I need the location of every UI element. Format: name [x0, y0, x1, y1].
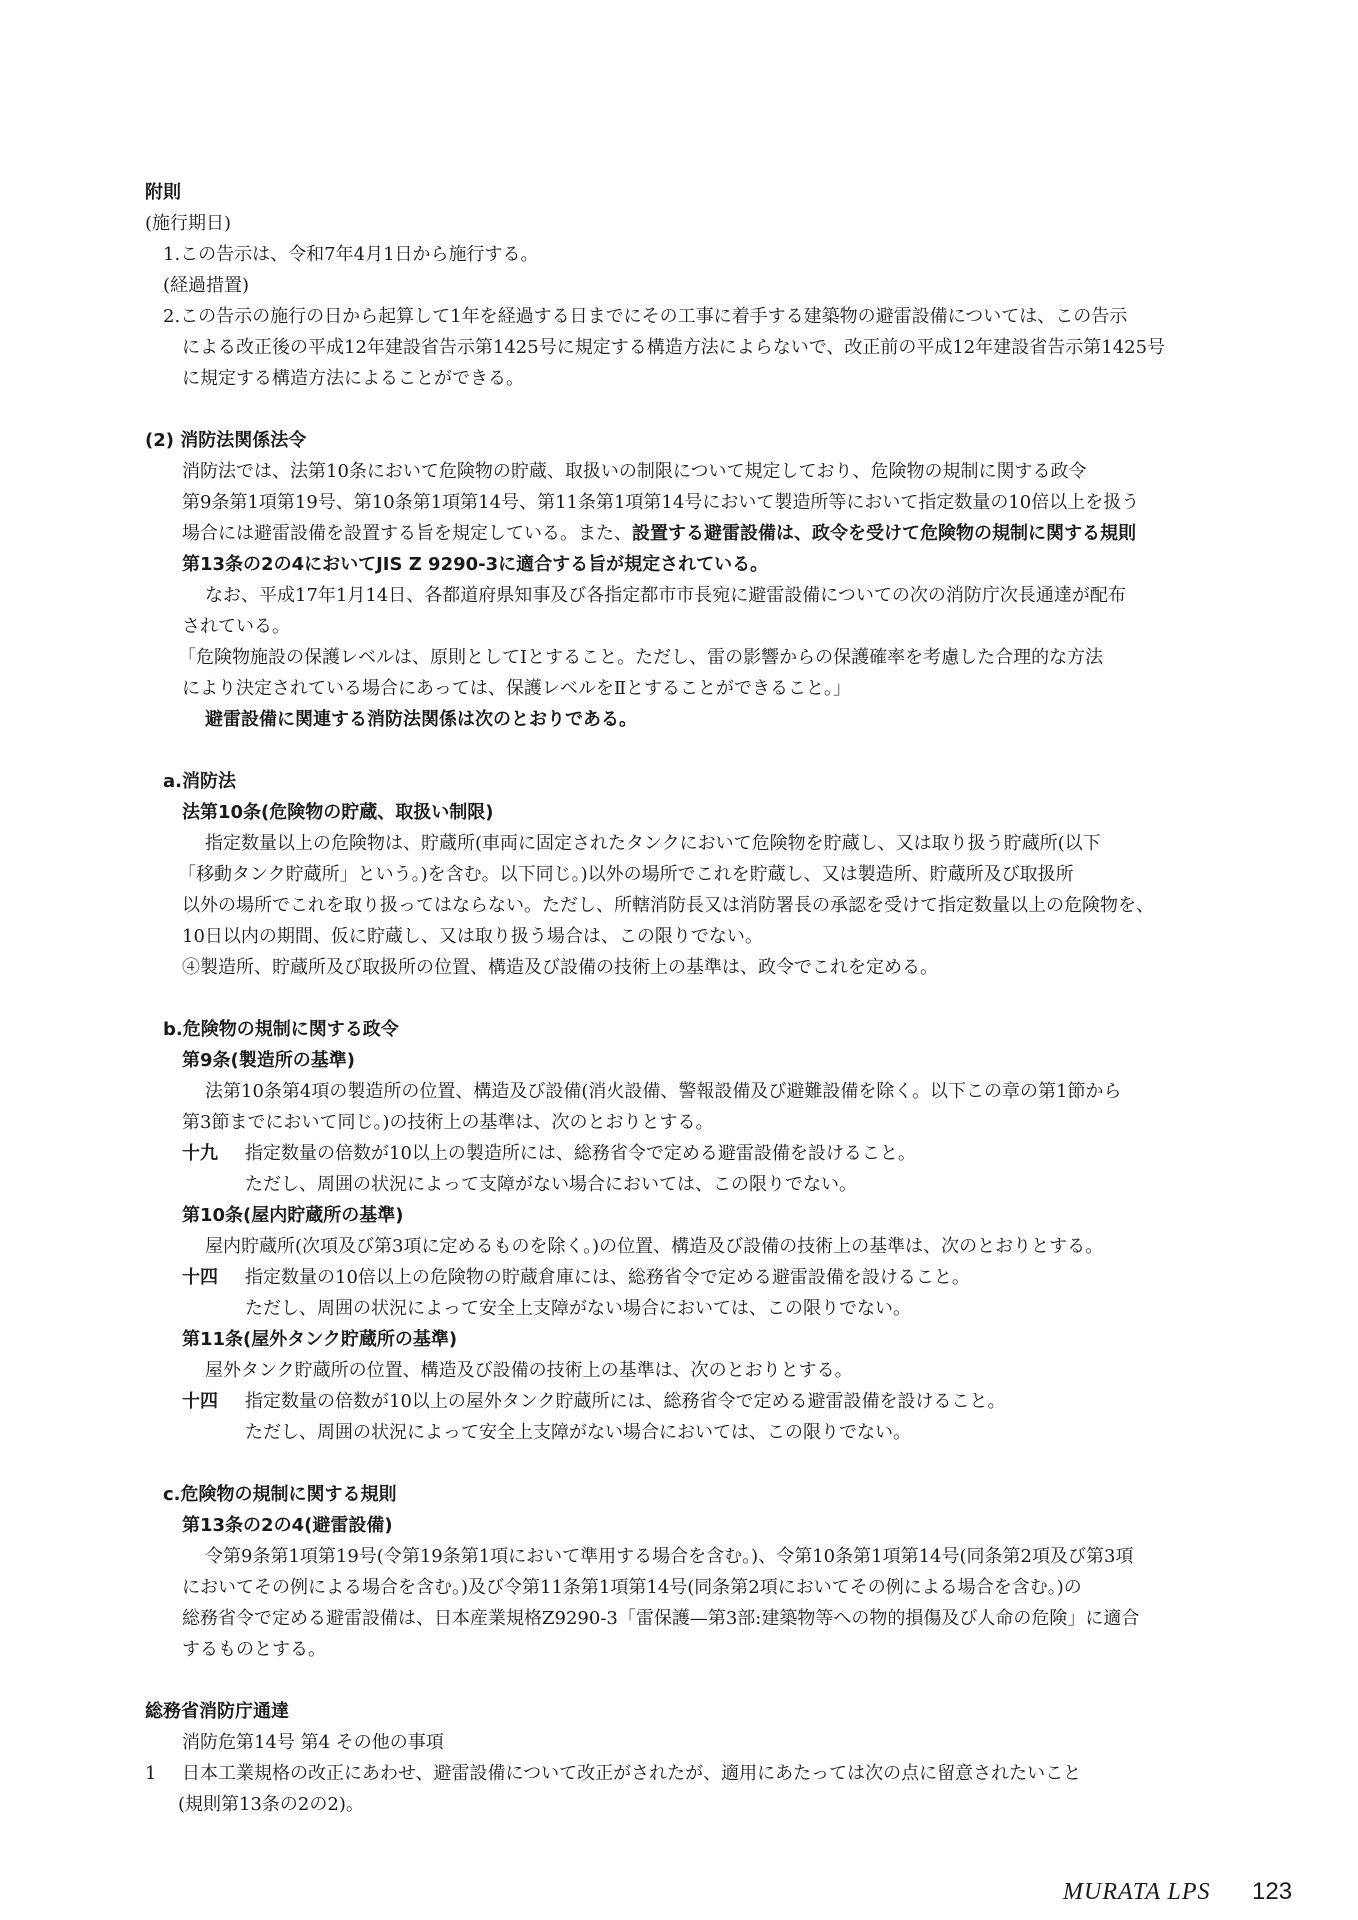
item-number: 十九 — [182, 1143, 218, 1164]
article-line: 令第9条第1項第19号(令第19条第1項において準用する場合を含む。)、令第10条第1項第14号(同条第2項及び第3項 — [205, 1546, 1134, 1567]
footer-brand: MURATA LPS — [1063, 1879, 1211, 1905]
notice-line: 日本工業規格の改正にあわせ、避雷設備について改正がされたが、適用にあたっては次の点に留意されたいこと — [182, 1763, 1082, 1784]
paragraph-line: 消防法では、法第10条において危険物の貯蔵、取扱いの制限について規定しており、危険物の規制に関する政令 — [182, 461, 1087, 482]
item-line: 指定数量の10倍以上の危険物の貯蔵倉庫には、総務省令で定める避雷設備を設けること。 — [245, 1267, 970, 1288]
section-a-heading: a.消防法 — [163, 771, 236, 792]
paragraph-line: されている。 — [182, 616, 290, 637]
article-line: 屋外タンク貯蔵所の位置、構造及び設備の技術上の基準は、次のとおりとする。 — [205, 1360, 853, 1381]
article-line: 第3節までにおいて同じ。)の技術上の基準は、次のとおりとする。 — [182, 1112, 714, 1133]
article-title: 第9条(製造所の基準) — [182, 1050, 355, 1071]
article-title: 第13条の2の4(避雷設備) — [182, 1515, 393, 1536]
item-line: ただし、周囲の状況によって支障がない場合においては、この限りでない。 — [245, 1174, 857, 1195]
article-line: 以外の場所でこれを取り扱ってはならない。ただし、所轄消防長又は消防署長の承認を受けて指定数量以上の危険物を、 — [182, 895, 1154, 916]
item-number: 十四 — [182, 1267, 218, 1288]
section-b-heading: b.危険物の規制に関する政令 — [163, 1019, 399, 1040]
paragraph-line: 第9条第1項第19号、第10条第1項第14号、第11条第1項第14号において製造所等において指定数量の10倍以上を扱う — [182, 492, 1140, 513]
article-line: ④製造所、貯蔵所及び取扱所の位置、構造及び設備の技術上の基準は、政令でこれを定める。 — [182, 957, 938, 978]
supplementary-item-2-line: 2.この告示の施行の日から起算して1年を経過する日までにその工事に着手する建築物の避雷設備については、この告示 — [163, 306, 1128, 327]
article-line: 法第10条第4項の製造所の位置、構造及び設備(消火設備、警報設備及び避難設備を除く。以下この章の第1節から — [205, 1081, 1122, 1102]
emphasis-line: 第13条の2の4においてJIS Z 9290-3に適合する旨が規定されている。 — [182, 554, 769, 575]
paragraph-text: 場合には避雷設備を設置する旨を規定している。また、 — [182, 523, 632, 544]
article-line: 総務省令で定める避雷設備は、日本産業規格Z9290-3「雷保護—第3部:建築物等への物的損傷及び人命の危険」に適合 — [182, 1608, 1140, 1629]
supplementary-item-1: 1.この告示は、令和7年4月1日から施行する。 — [163, 244, 539, 265]
paragraph-line — [182, 522, 1136, 546]
item-number: 十四 — [182, 1391, 218, 1412]
page-number: 123 — [1252, 1878, 1293, 1905]
emphasis-line: 避雷設備に関連する消防法関係は次のとおりである。 — [205, 709, 637, 730]
article-line: 指定数量以上の危険物は、貯蔵所(車両に固定されたタンクにおいて危険物を貯蔵し、又は取り扱う貯蔵所(以下 — [205, 833, 1101, 854]
article-line: 「移動タンク貯蔵所」という。)を含む。以下同じ。)以外の場所でこれを貯蔵し、又は製造所、貯蔵所及び取扱所 — [178, 864, 1074, 885]
quote-line: 「危険物施設の保護レベルは、原則としてⅠとすること。ただし、雷の影響からの保護確率を考慮した合理的な方法 — [178, 647, 1104, 668]
article-title: 第11条(屋外タンク貯蔵所の基準) — [182, 1329, 458, 1350]
paragraph-line: なお、平成17年1月14日、各都道府県知事及び各指定都市市長宛に避雷設備についての次の消防庁次長通達が配布 — [205, 585, 1126, 606]
item-line: 指定数量の倍数が10以上の製造所には、総務省令で定める避雷設備を設けること。 — [245, 1143, 916, 1164]
fire-law-heading: (2) 消防法関係法令 — [145, 430, 307, 451]
notice-item-number: 1 — [145, 1763, 157, 1784]
article-line: においてその例による場合を含む。)及び令第11条第1項第14号(同条第2項においてその例による場合を含む。)の — [182, 1577, 1082, 1598]
notice-line: (規則第13条の2の2)。 — [178, 1794, 364, 1815]
notice-heading: 総務省消防庁通達 — [145, 1701, 289, 1722]
article-title: 法第10条(危険物の貯蔵、取扱い制限) — [182, 802, 494, 823]
transitional-label: (経過措置) — [163, 275, 250, 296]
notice-subheading: 消防危第14号 第4 その他の事項 — [182, 1732, 444, 1753]
effective-date-label: (施行期日) — [145, 213, 232, 234]
item-line: ただし、周囲の状況によって安全上支障がない場合においては、この限りでない。 — [245, 1298, 911, 1319]
article-line: 屋内貯蔵所(次項及び第3項に定めるものを除く。)の位置、構造及び設備の技術上の基準は、次のとおりとする。 — [205, 1236, 1104, 1257]
article-title: 第10条(屋内貯蔵所の基準) — [182, 1205, 404, 1226]
supplementary-item-2-line: による改正後の平成12年建設省告示第1425号に規定する構造方法によらないで、改正前の平成12年建設省告示第1425号 — [182, 337, 1166, 358]
article-line: するものとする。 — [182, 1639, 326, 1660]
supplementary-heading: 附則 — [145, 182, 181, 203]
article-line: 10日以内の期間、仮に貯蔵し、又は取り扱う場合は、この限りでない。 — [182, 926, 763, 947]
item-line: 指定数量の倍数が10以上の屋外タンク貯蔵所には、総務省令で定める避雷設備を設けること。 — [245, 1391, 1006, 1412]
supplementary-item-2-line: に規定する構造方法によることができる。 — [182, 368, 524, 389]
quote-line: により決定されている場合にあっては、保護レベルをⅡとすることができること。」 — [182, 678, 852, 699]
section-c-heading: c.危険物の規制に関する規則 — [163, 1484, 397, 1505]
emphasis-text: 設置する避雷設備は、政令を受けて危険物の規制に関する規則 — [632, 523, 1136, 544]
item-line: ただし、周囲の状況によって安全上支障がない場合においては、この限りでない。 — [245, 1422, 911, 1443]
